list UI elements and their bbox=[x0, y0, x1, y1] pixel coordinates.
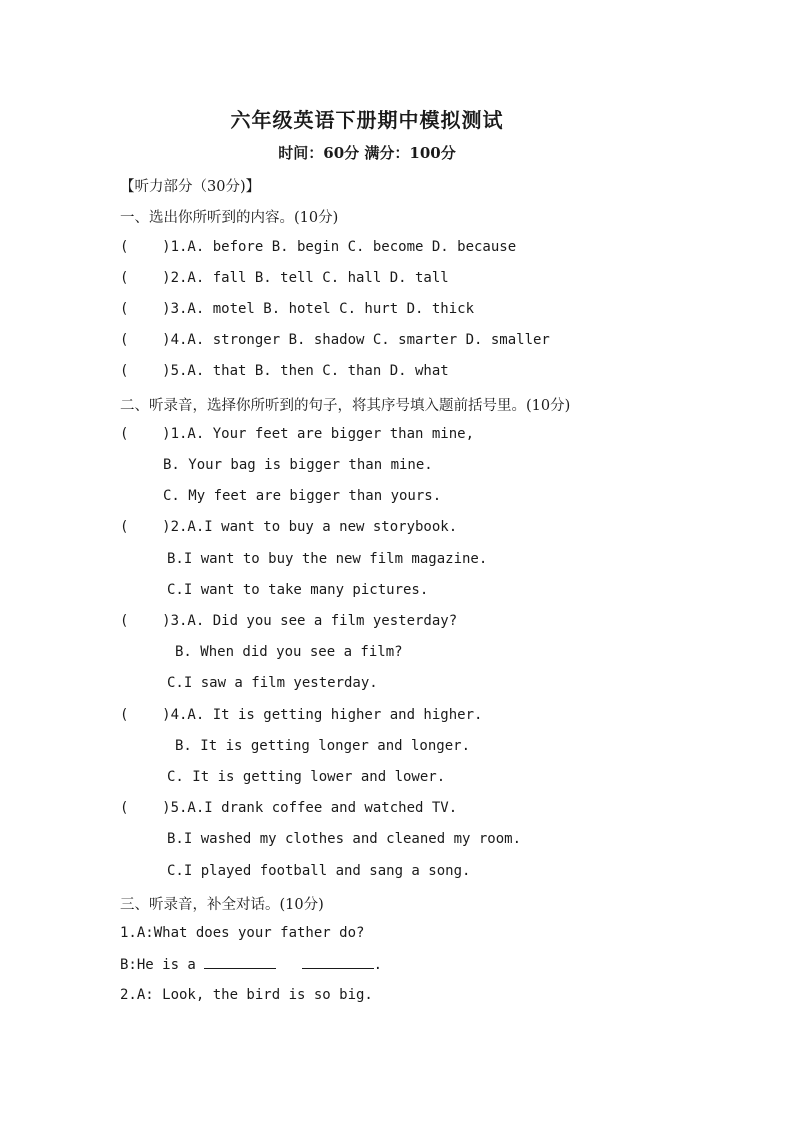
section1-heading: 一、选出你所听到的内容。(10分) bbox=[120, 210, 339, 226]
section2-q5-option-b: B.I washed my clothes and cleaned my room. bbox=[167, 831, 522, 847]
section2-q4-option-b: B. It is getting longer and longer. bbox=[175, 738, 471, 754]
answer-blank-1[interactable] bbox=[204, 956, 276, 969]
section2-q5-option-c: C.I played football and sang a song. bbox=[167, 863, 471, 879]
section2-q5-option-a: ( )5.A.I drank coffee and watched TV. bbox=[120, 800, 458, 816]
section2-q4-option-a: ( )4.A. It is getting higher and higher. bbox=[120, 707, 483, 723]
section3-heading: 三、听录音，补全对话。(10分) bbox=[120, 897, 324, 913]
section3-q1-line-b bbox=[120, 956, 382, 973]
section3-q1-end: . bbox=[373, 957, 383, 973]
section2-q3-option-a: ( )3.A. Did you see a film yesterday? bbox=[120, 613, 458, 629]
section1-item-5: ( )5.A. that B. then C. than D. what bbox=[120, 363, 449, 379]
section2-q2-option-b: B.I want to buy the new film magazine. bbox=[167, 551, 488, 567]
section2-q3-option-c: C.I saw a film yesterday. bbox=[167, 675, 378, 691]
section2-q3-option-b: B. When did you see a film? bbox=[175, 644, 403, 660]
page-title: 六年级英语下册期中模拟测试 bbox=[230, 108, 504, 132]
exam-time-score: 时间：60分 满分：100分 bbox=[278, 144, 456, 162]
section3-q2-line-a: 2.A: Look, the bird is so big. bbox=[120, 987, 373, 1003]
section3-q1-line-a: 1.A:What does your father do? bbox=[120, 925, 365, 941]
section1-item-2: ( )2.A. fall B. tell C. hall D. tall bbox=[120, 270, 449, 286]
listening-header: 【听力部分（30分)】 bbox=[120, 179, 261, 195]
section2-heading: 二、听录音，选择你所听到的句子，将其序号填入题前括号里。(10分) bbox=[120, 398, 571, 414]
section2-q4-option-c: C. It is getting lower and lower. bbox=[167, 769, 446, 785]
section1-item-4: ( )4.A. stronger B. shadow C. smarter D. smaller bbox=[120, 332, 550, 348]
section1-item-3: ( )3.A. motel B. hotel C. hurt D. thick bbox=[120, 301, 475, 317]
section2-q1-option-a: ( )1.A. Your feet are bigger than mine, bbox=[120, 426, 475, 442]
section2-q1-option-b: B. Your bag is bigger than mine. bbox=[163, 457, 433, 473]
section1-item-1: ( )1.A. before B. begin C. become D. because bbox=[120, 239, 517, 255]
answer-blank-2[interactable] bbox=[302, 956, 374, 969]
section2-q1-option-c: C. My feet are bigger than yours. bbox=[163, 488, 442, 504]
section2-q2-option-a: ( )2.A.I want to buy a new storybook. bbox=[120, 519, 458, 535]
section3-q1-prefix: B:He is a bbox=[120, 957, 196, 973]
section2-q2-option-c: C.I want to take many pictures. bbox=[167, 582, 429, 598]
